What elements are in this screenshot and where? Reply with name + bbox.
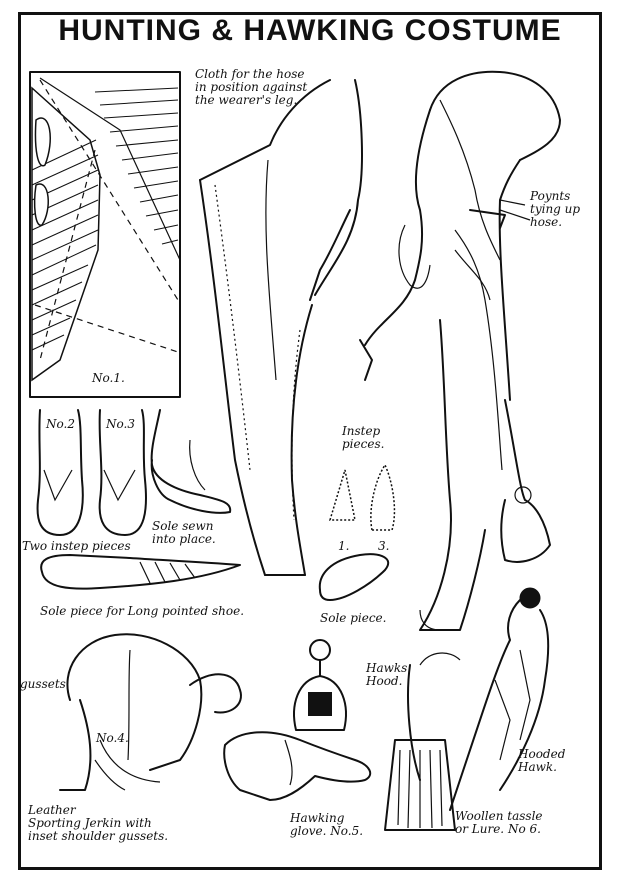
instep-pieces-drawing — [38, 410, 395, 535]
label-no3: No.3 — [106, 417, 135, 431]
label-hawks-hood: Hawks Hood. — [366, 661, 408, 688]
hooded-hawk-drawing — [450, 588, 548, 810]
figure-with-hose-drawing — [360, 72, 560, 630]
hawk-hood-drawing — [294, 640, 346, 730]
label-sole-piece: Sole piece. — [320, 611, 387, 625]
hose-leg-drawing — [200, 80, 362, 575]
label-no2: No.2 — [46, 417, 75, 431]
label-jerkin: Leather Sporting Jerkin with inset shoulder gussets. — [28, 803, 169, 843]
label-gussets: gussets — [20, 677, 66, 691]
label-tassel: Woollen tassle or Lure. No 6. — [455, 809, 543, 836]
label-instep-1: 1. — [338, 539, 350, 553]
label-no1: No.1. — [92, 371, 125, 385]
page-title: HUNTING & HAWKING COSTUME — [58, 14, 562, 47]
label-hooded-hawk: Hooded Hawk. — [518, 747, 566, 774]
hose-pattern-diagram — [30, 72, 180, 397]
jerkin-drawing — [60, 634, 241, 790]
label-glove: Hawking glove. No.5. — [290, 811, 364, 838]
label-sole-sewn: Sole sewn into place. — [152, 519, 216, 546]
label-two-instep: Two instep pieces — [22, 539, 131, 553]
glove-drawing — [224, 732, 370, 800]
label-sole-long: Sole piece for Long pointed shoe. — [40, 604, 245, 618]
label-points: Poynts tying up hose. — [530, 189, 581, 229]
label-no4: No.4. — [96, 731, 129, 745]
label-instep-3: 3. — [378, 539, 390, 553]
label-instep: Instep pieces. — [342, 424, 385, 451]
label-cloth-hose: Cloth for the hose in position against the wearer's leg. — [195, 67, 308, 107]
sole-piece-drawing — [41, 554, 388, 600]
